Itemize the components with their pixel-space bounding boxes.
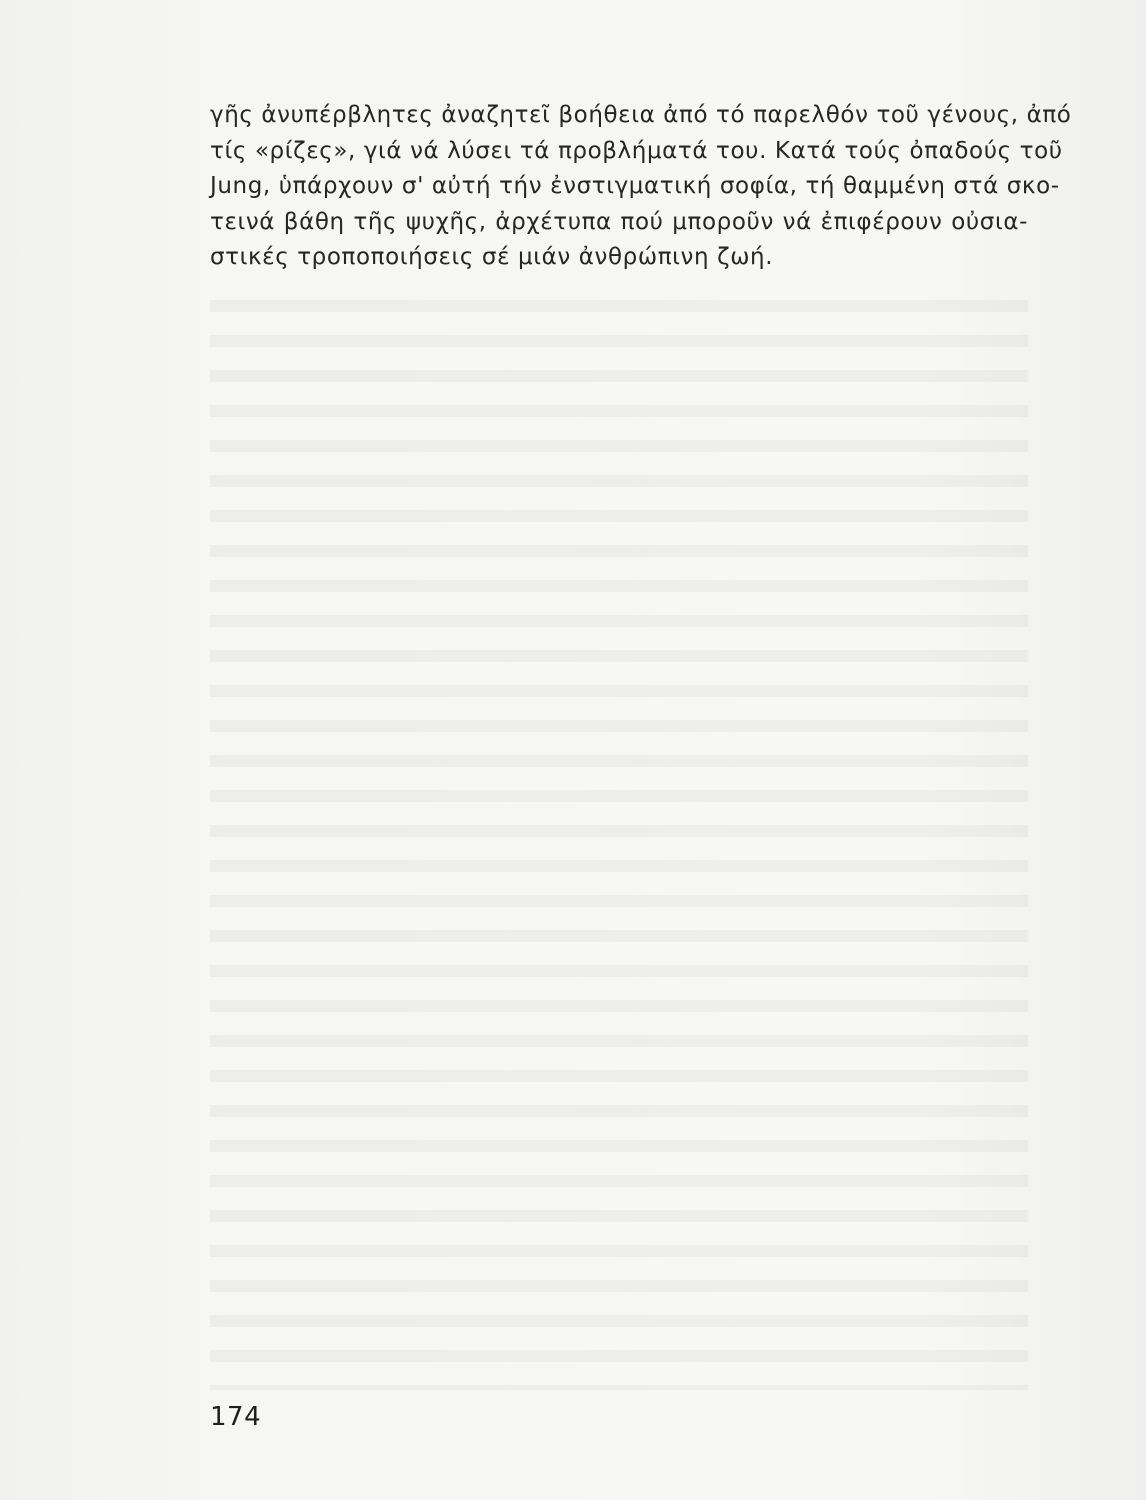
body-paragraph (210, 98, 1072, 276)
reverse-side-show-through (210, 290, 1028, 1390)
text-line: Jung, ὑπάρχουν σ' αὐτή τήν ἐνστιγματική σοφία, τή θαμμένη στά σκο- (210, 173, 1060, 199)
text-line: γῆς ἀνυπέρβλητες ἀναζητεῖ βοήθεια ἀπό τό παρελθόν τοῦ γένους, ἀπό (210, 102, 1072, 128)
text-line: τεινά βάθη τῆς ψυχῆς, ἀρχέτυπα πού μποροῦν νά ἐπιφέρουν οὐσια- (210, 208, 1028, 235)
text-line: στικές τροποποιήσεις σέ μιάν ἀνθρώπινη ζωή. (210, 244, 774, 270)
page-number: 174 (210, 1402, 262, 1432)
text-line: τίς «ρίζες», γιά νά λύσει τά προβλήματά του. Κατά τούς ὀπαδούς τοῦ (210, 137, 1063, 164)
